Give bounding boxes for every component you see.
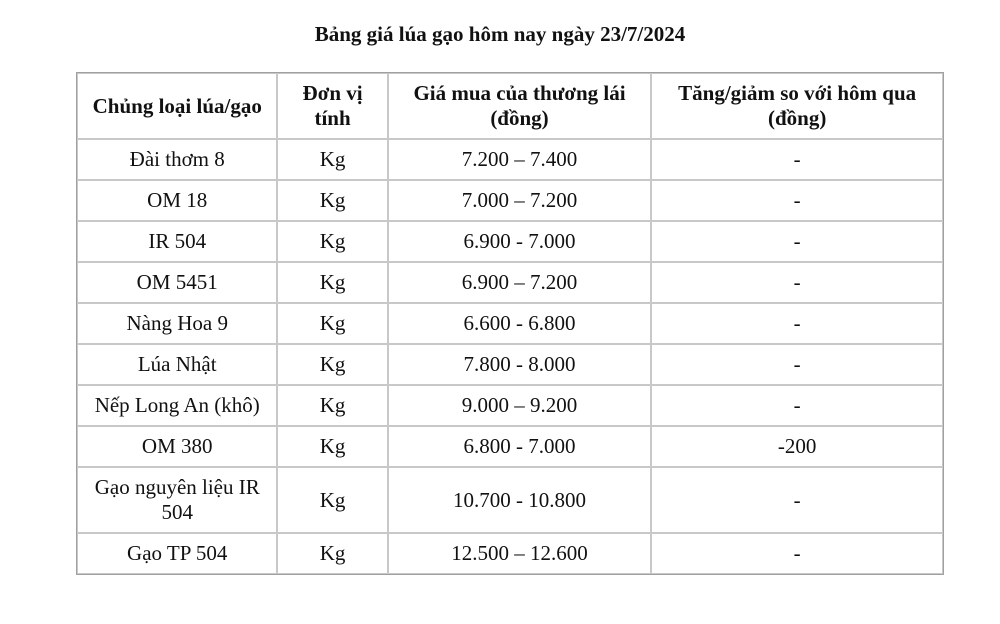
cell-price: 10.700 - 10.800 [388,467,652,533]
cell-variety: Nàng Hoa 9 [77,303,277,344]
table-row [77,533,943,574]
cell-price: 6.800 - 7.000 [388,426,652,467]
cell-price: 7.800 - 8.000 [388,344,652,385]
cell-change: - [651,180,943,221]
header-trader-price: Giá mua của thương lái (đồng) [388,73,652,139]
cell-variety: Gạo nguyên liệu IR 504 [77,467,277,533]
cell-variety: Lúa Nhật [77,344,277,385]
cell-change: - [651,262,943,303]
cell-unit: Kg [277,426,387,467]
cell-price: 7.000 – 7.200 [388,180,652,221]
cell-variety: OM 18 [77,180,277,221]
cell-change: - [651,385,943,426]
cell-change: - [651,303,943,344]
cell-price: 6.900 – 7.200 [388,262,652,303]
table-row [77,385,943,426]
cell-price: 6.900 - 7.000 [388,221,652,262]
cell-variety: Nếp Long An (khô) [77,385,277,426]
cell-variety: Gạo TP 504 [77,533,277,574]
cell-variety: OM 5451 [77,262,277,303]
rice-price-table [76,72,944,575]
table-row [77,344,943,385]
page-title: Bảng giá lúa gạo hôm nay ngày 23/7/2024 [314,22,686,46]
cell-variety: Đài thơm 8 [77,139,277,180]
cell-variety: OM 380 [77,426,277,467]
table-row [77,467,943,533]
cell-change: -200 [651,426,943,467]
header-change: Tăng/giảm so với hôm qua (đồng) [651,73,943,139]
cell-change: - [651,139,943,180]
table-header-row [77,73,943,139]
cell-unit: Kg [277,262,387,303]
cell-unit: Kg [277,139,387,180]
cell-unit: Kg [277,303,387,344]
cell-change: - [651,344,943,385]
cell-price: 7.200 – 7.400 [388,139,652,180]
header-unit: Đơn vị tính [277,73,387,139]
cell-price: 9.000 – 9.200 [388,385,652,426]
cell-variety: IR 504 [77,221,277,262]
cell-change: - [651,221,943,262]
cell-unit: Kg [277,533,387,574]
cell-price: 6.600 - 6.800 [388,303,652,344]
cell-unit: Kg [277,344,387,385]
header-variety: Chủng loại lúa/gạo [77,73,277,139]
table-row [77,303,943,344]
cell-unit: Kg [277,221,387,262]
cell-price: 12.500 – 12.600 [388,533,652,574]
cell-change: - [651,467,943,533]
table-row [77,180,943,221]
table-row [77,139,943,180]
cell-unit: Kg [277,467,387,533]
cell-unit: Kg [277,385,387,426]
table-row [77,221,943,262]
table-row [77,262,943,303]
cell-change: - [651,533,943,574]
table-row [77,426,943,467]
cell-unit: Kg [277,180,387,221]
